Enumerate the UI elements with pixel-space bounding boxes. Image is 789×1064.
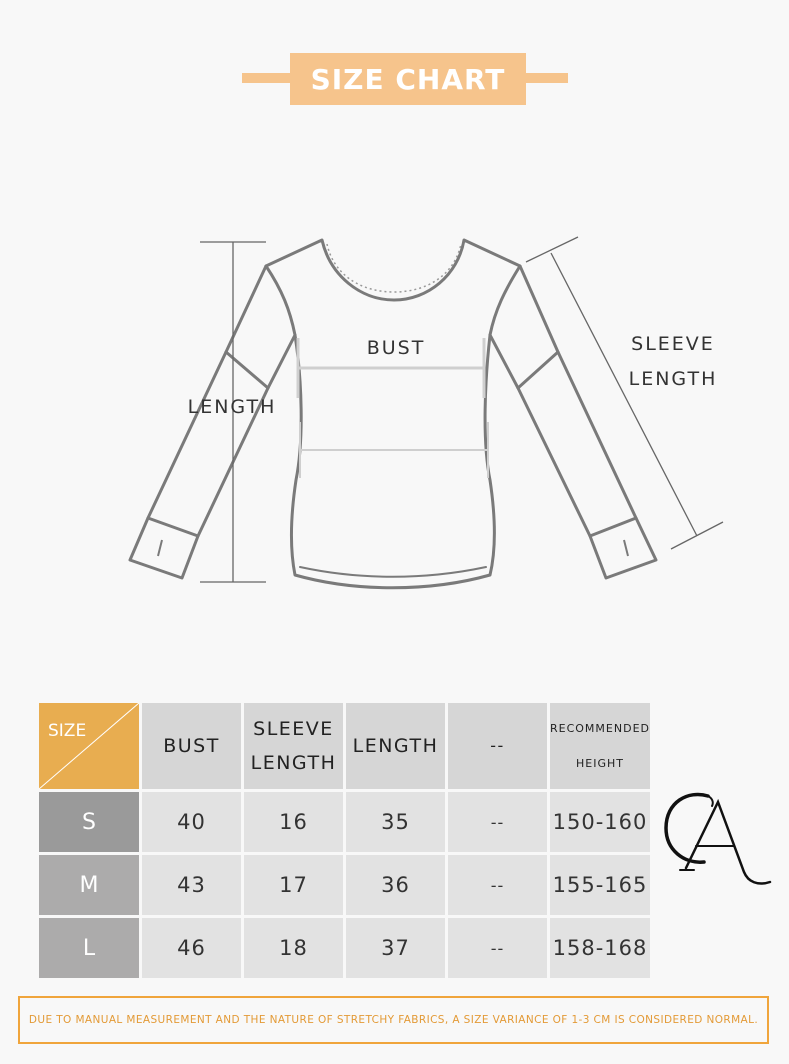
header-height-line1: RECOMMENDED: [550, 722, 650, 735]
header-bust: BUST: [142, 703, 241, 789]
table-row: [39, 792, 650, 852]
monogram-icon: [660, 788, 772, 888]
cell-blank: --: [448, 792, 547, 852]
sleeve-label-line2: LENGTH: [628, 368, 718, 390]
header-sleeve-line2: LENGTH: [250, 752, 337, 774]
table-row: [39, 855, 650, 915]
page-title: SIZE CHART: [290, 53, 526, 105]
ca-monogram-logo: [660, 788, 772, 888]
cell-length: 36: [346, 855, 445, 915]
shirt-outline-icon: [0, 200, 789, 620]
bust-label: BUST: [366, 337, 426, 359]
cell-sleeve: 18: [244, 918, 343, 978]
cell-height: 150-160: [550, 792, 650, 852]
cell-height: 155-165: [550, 855, 650, 915]
cell-length: 37: [346, 918, 445, 978]
measurement-note: [18, 996, 769, 1044]
cell-bust: 46: [142, 918, 241, 978]
cell-length: 35: [346, 792, 445, 852]
table-row: [39, 918, 650, 978]
cell-sleeve: 16: [244, 792, 343, 852]
measurement-note-text: DUE TO MANUAL MEASUREMENT AND THE NATURE OF STRETCHY FABRICS, A SIZE VARIANCE OF 1-3 CM IS CONSIDERED NORMAL.: [28, 1014, 759, 1026]
garment-diagram: [0, 200, 789, 620]
header-blank: --: [448, 703, 547, 789]
size-chart-banner: [242, 53, 568, 105]
size-m-label: M: [39, 855, 139, 915]
sleeve-label-line1: SLEEVE: [631, 333, 715, 355]
header-recommended-height: [550, 703, 650, 789]
diagonal-divider-icon: [39, 703, 139, 789]
cell-bust: 40: [142, 792, 241, 852]
size-l-label: L: [39, 918, 139, 978]
cell-sleeve: 17: [244, 855, 343, 915]
size-s-label: S: [39, 792, 139, 852]
cell-blank: --: [448, 918, 547, 978]
size-table: [36, 700, 653, 981]
size-corner-label: SIZE: [48, 721, 87, 741]
header-length: LENGTH: [346, 703, 445, 789]
header-height-line2: HEIGHT: [576, 757, 624, 770]
header-sleeve-line1: SLEEVE: [253, 718, 334, 740]
cell-blank: --: [448, 855, 547, 915]
header-sleeve-length: [244, 703, 343, 789]
cell-bust: 43: [142, 855, 241, 915]
size-corner-cell: [39, 703, 139, 789]
table-header-row: [39, 703, 650, 789]
length-label: LENGTH: [187, 396, 277, 418]
cell-height: 158-168: [550, 918, 650, 978]
